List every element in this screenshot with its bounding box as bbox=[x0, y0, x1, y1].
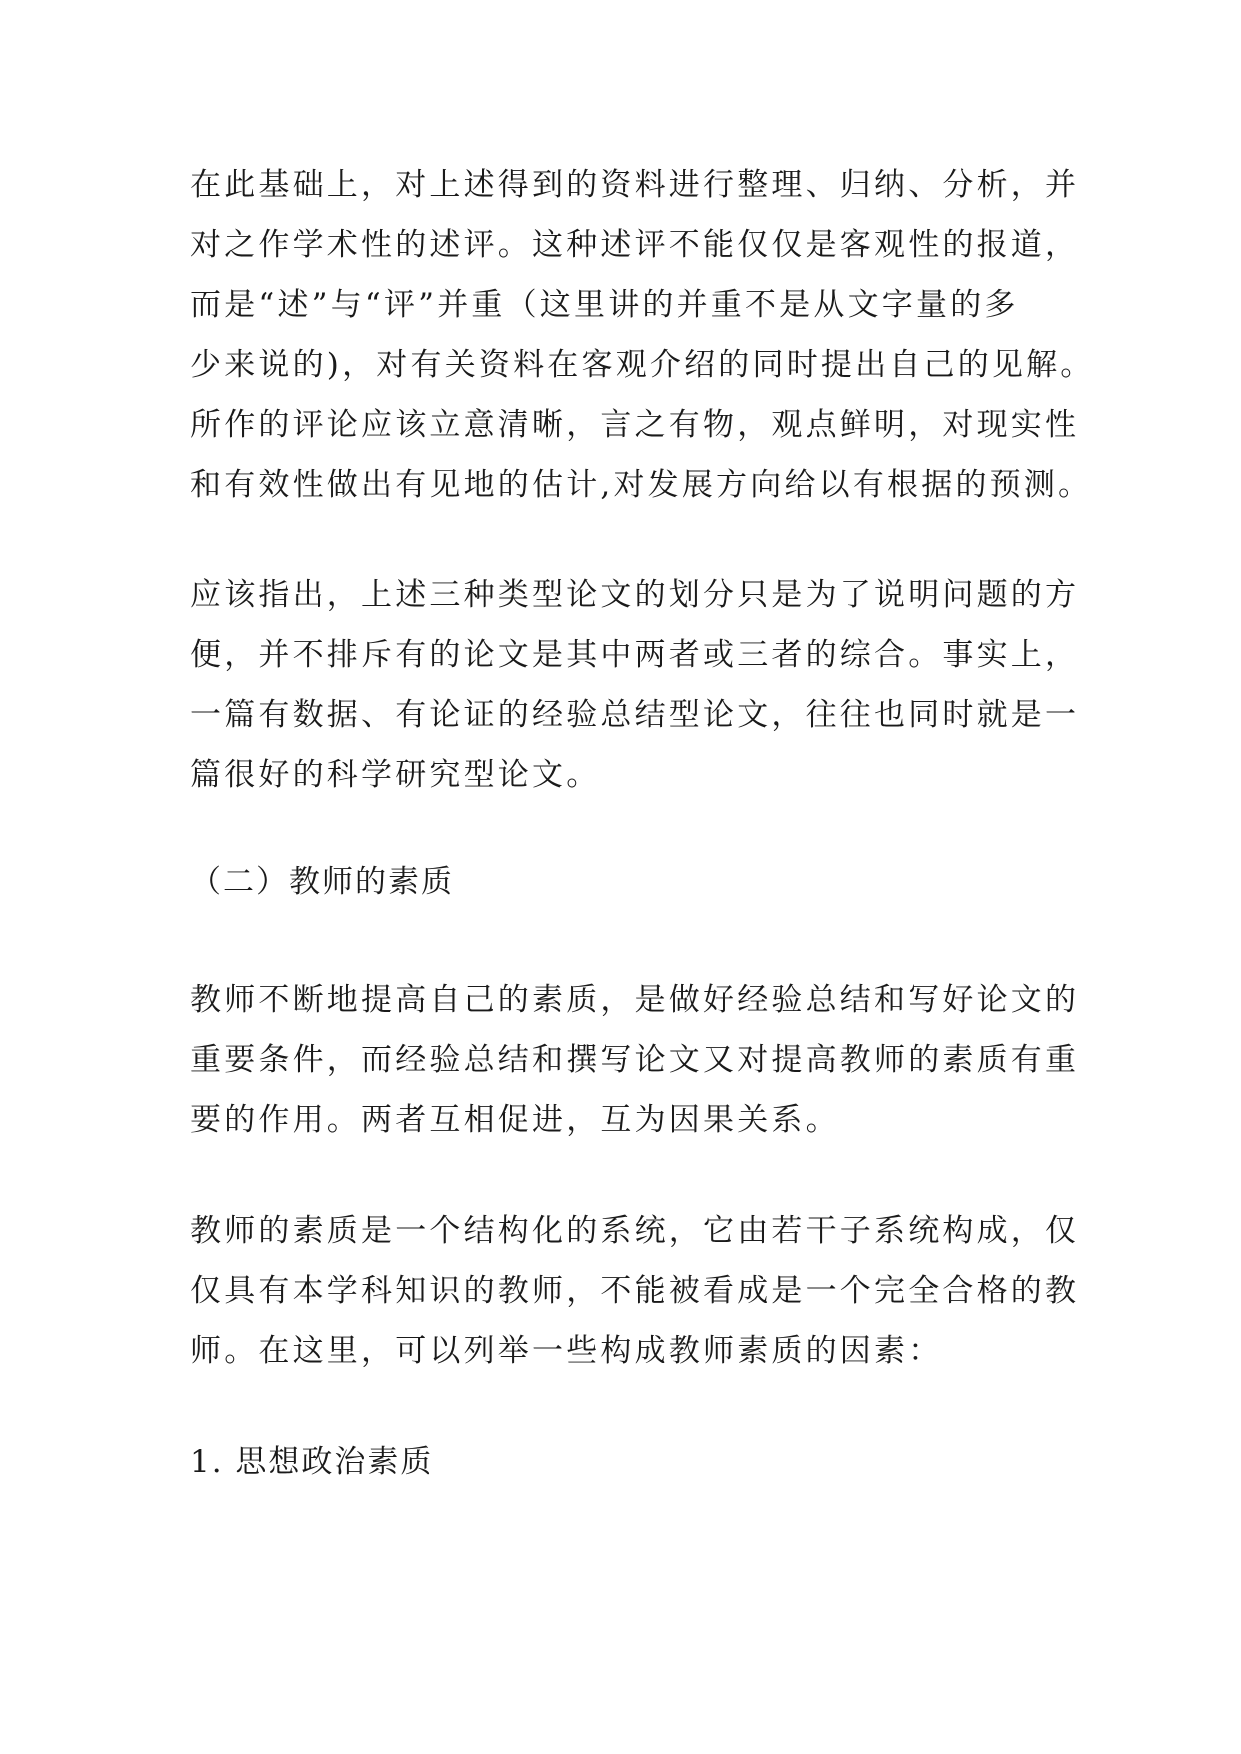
paragraph-line: 教师不断地提高自己的素质，是做好经验总结和写好论文的 bbox=[190, 982, 1080, 1018]
paragraph-line: 在此基础上，对上述得到的资料进行整理、归纳、分析，并 bbox=[190, 167, 1080, 203]
paragraph-line: 仅具有本学科知识的教师，不能被看成是一个完全合格的教 bbox=[190, 1273, 1080, 1309]
paragraph-line: 师。在这里，可以列举一些构成教师素质的因素： bbox=[190, 1333, 943, 1369]
paragraph-line: 篇很好的科学研究型论文。 bbox=[190, 757, 601, 793]
paragraph-line: 和有效性做出有见地的估计,对发展方向给以有根据的预测。 bbox=[190, 467, 1093, 503]
paragraph-line: 一篇有数据、有论证的经验总结型论文，往往也同时就是一 bbox=[190, 697, 1080, 733]
paragraph-line: 教师的素质是一个结构化的系统，它由若干子系统构成，仅 bbox=[190, 1213, 1080, 1249]
list-item bbox=[190, 1432, 1070, 1492]
paragraph-line: 应该指出，上述三种类型论文的划分只是为了说明问题的方 bbox=[190, 577, 1080, 613]
paragraph-line: 所作的评论应该立意清晰，言之有物，观点鲜明，对现实性 bbox=[190, 407, 1080, 443]
paragraph-line: 少来说的)，对有关资料在客观介绍的同时提出自己的见解。 bbox=[190, 347, 1095, 383]
paragraph-paper-types bbox=[190, 565, 1080, 805]
paragraph-literature-review bbox=[190, 155, 1095, 515]
paragraph-teacher-quality bbox=[190, 970, 1080, 1150]
paragraph-line: 便，并不排斥有的论文是其中两者或三者的综合。事实上， bbox=[190, 637, 1080, 673]
paragraph-line: 重要条件，而经验总结和撰写论文又对提高教师的素质有重 bbox=[190, 1042, 1080, 1078]
paragraph-line: 而是“述”与“评”并重（这里讲的并重不是从文字量的多 bbox=[190, 287, 1019, 323]
paragraph-quality-system bbox=[190, 1201, 1080, 1381]
section-heading bbox=[190, 852, 1070, 912]
paragraph-line: 要的作用。两者互相促进，互为因果关系。 bbox=[190, 1102, 840, 1138]
paragraph-line: 对之作学术性的述评。这种述评不能仅仅是客观性的报道， bbox=[190, 227, 1080, 263]
list-item-text: 1. 思想政治素质 bbox=[190, 1444, 434, 1480]
section-heading-text: （二）教师的素质 bbox=[190, 864, 454, 900]
